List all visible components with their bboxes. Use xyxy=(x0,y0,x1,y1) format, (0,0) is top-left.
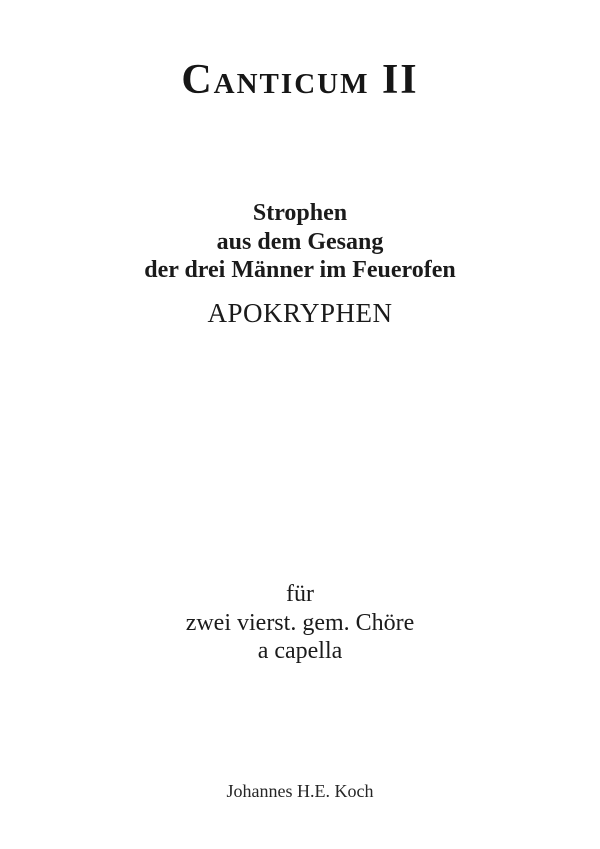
work-subtitle xyxy=(0,199,600,285)
composer-name: Johannes H.E. Koch xyxy=(226,781,374,801)
subtitle-line: aus dem Gesang xyxy=(216,228,384,255)
work-title: Canticum II xyxy=(181,57,419,103)
source-label: APOKRYPHEN xyxy=(207,298,393,328)
subtitle-line: der drei Männer im Feuerofen xyxy=(144,257,456,283)
scoring-line: a capella xyxy=(257,638,343,664)
scoring-line: zwei vierst. gem. Chöre xyxy=(185,609,415,636)
scoring-line: für xyxy=(286,581,314,607)
scoring-block xyxy=(0,580,600,666)
subtitle-line: Strophen xyxy=(252,200,348,226)
